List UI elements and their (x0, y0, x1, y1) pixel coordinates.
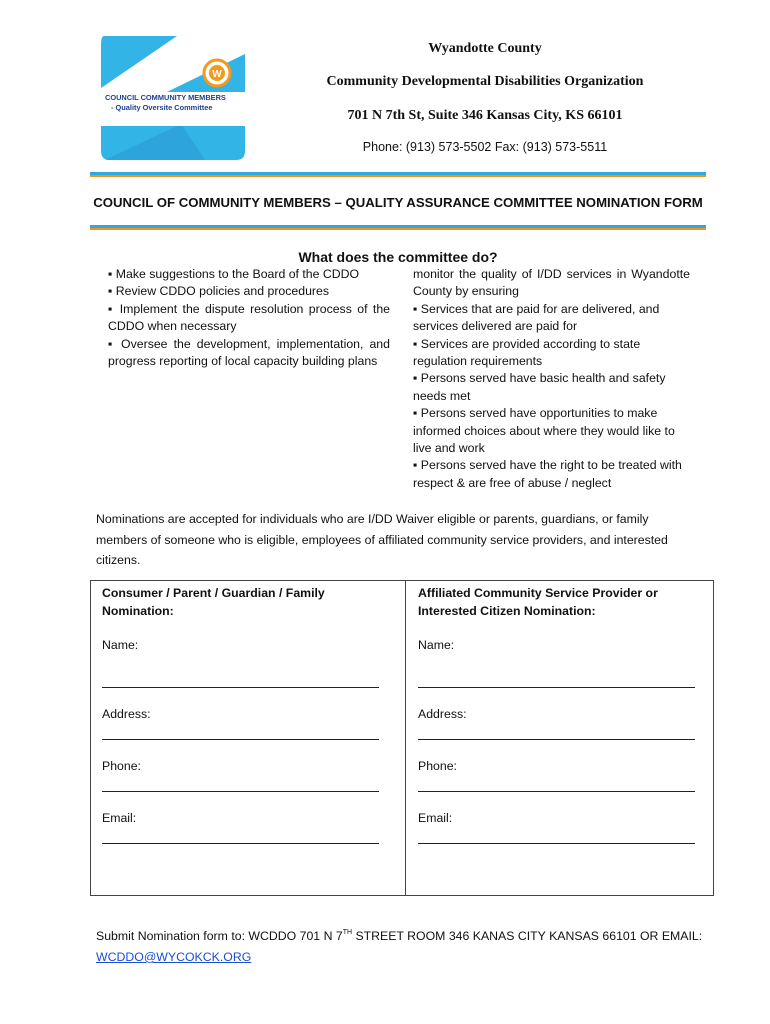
committee-right-intro: monitor the quality of I/DD services in Wyandotte County by ensuring (413, 267, 690, 299)
list-item: ▪ Persons served have the right to be treated with respect & are free of abuse / neglect (413, 458, 682, 490)
list-item: ▪ Implement the dispute resolution process of the CDDO when necessary (108, 301, 390, 334)
provider-nomination-heading (418, 585, 658, 620)
consumer-email-field[interactable] (102, 843, 379, 844)
committee-left-list (108, 266, 390, 370)
eligibility-paragraph: Nominations are accepted for individuals who are I/DD Waiver eligible or parents, guardians, or family members of someone who is eligible, employees of affiliated community service providers, and interested citizens. (96, 512, 668, 567)
consumer-name-field[interactable] (102, 687, 379, 688)
logo-line1: COUNCIL COMMUNITY MEMBERS (105, 93, 226, 102)
consumer-phone-field[interactable] (102, 791, 379, 792)
org-name: Community Developmental Disabilities Organization (326, 74, 644, 89)
form-title: COUNCIL OF COMMUNITY MEMBERS – QUALITY ASSURANCE COMMITTEE NOMINATION FORM (93, 195, 703, 210)
consumer-phone-label: Phone: (102, 759, 141, 773)
consumer-name-label: Name: (102, 638, 139, 652)
consumer-address-label: Address: (102, 707, 151, 721)
logo-line2: - Quality Oversite Committee (111, 103, 213, 112)
nomination-table (90, 580, 714, 896)
logo-emblem-letter: W (212, 69, 222, 80)
submit-superscript: TH (342, 929, 353, 936)
consumer-address-field[interactable] (102, 739, 379, 740)
submit-email-link[interactable]: WCDDO@WYCOKCK.ORG (96, 950, 252, 964)
logo (95, 36, 250, 160)
divider-top (90, 172, 706, 177)
provider-phone-field[interactable] (418, 791, 695, 792)
divider-bottom (90, 225, 706, 230)
heading-line: Consumer / Parent / Guardian / Family (102, 586, 325, 600)
committee-right-list (413, 266, 690, 492)
heading-line: Nomination: (102, 603, 174, 618)
list-item: ▪ Services that are paid for are delivered, and services delivered are paid for (413, 301, 660, 334)
provider-address-label: Address: (418, 707, 467, 721)
org-phone: Phone: (913) 573-5502 Fax: (913) 573-5511 (362, 140, 608, 154)
heading-line: Affiliated Community Service Provider or (418, 586, 658, 600)
submit-text: Submit Nomination form to: WCDDO 701 N 7 (96, 929, 343, 943)
list-item: ▪ Persons served have opportunities to make informed choices about where they would like to live and work (413, 406, 675, 456)
provider-email-label: Email: (418, 811, 453, 825)
list-item: ▪ Services are provided according to state regulation requirements (413, 336, 641, 369)
org-county: Wyandotte County (428, 41, 542, 56)
submit-instructions (96, 929, 702, 943)
provider-email-field[interactable] (418, 843, 695, 844)
logo-graphic (95, 36, 250, 160)
consumer-email-label: Email: (102, 811, 137, 825)
list-item: ▪ Review CDDO policies and procedures (108, 284, 330, 299)
heading-line: Interested Citizen Nomination: (418, 603, 596, 618)
list-item: ▪ Persons served have basic health and safety needs met (413, 371, 666, 403)
list-item: ▪ Make suggestions to the Board of the CDDO (108, 267, 360, 281)
table-divider (405, 581, 406, 895)
org-address: 701 N 7th St, Suite 346 Kansas City, KS 66101 (347, 108, 623, 123)
provider-phone-label: Phone: (418, 759, 457, 773)
committee-heading: What does the committee do? (298, 249, 498, 265)
provider-name-field[interactable] (418, 687, 695, 688)
list-item: ▪ Oversee the development, implementation, and progress reporting of local capacity building plans (108, 336, 390, 369)
consumer-nomination-heading (102, 585, 325, 620)
provider-address-field[interactable] (418, 739, 695, 740)
submit-text-rest: STREET ROOM 346 KANAS CITY KANSAS 66101 OR EMAIL: (352, 929, 703, 943)
provider-name-label: Name: (418, 638, 455, 652)
